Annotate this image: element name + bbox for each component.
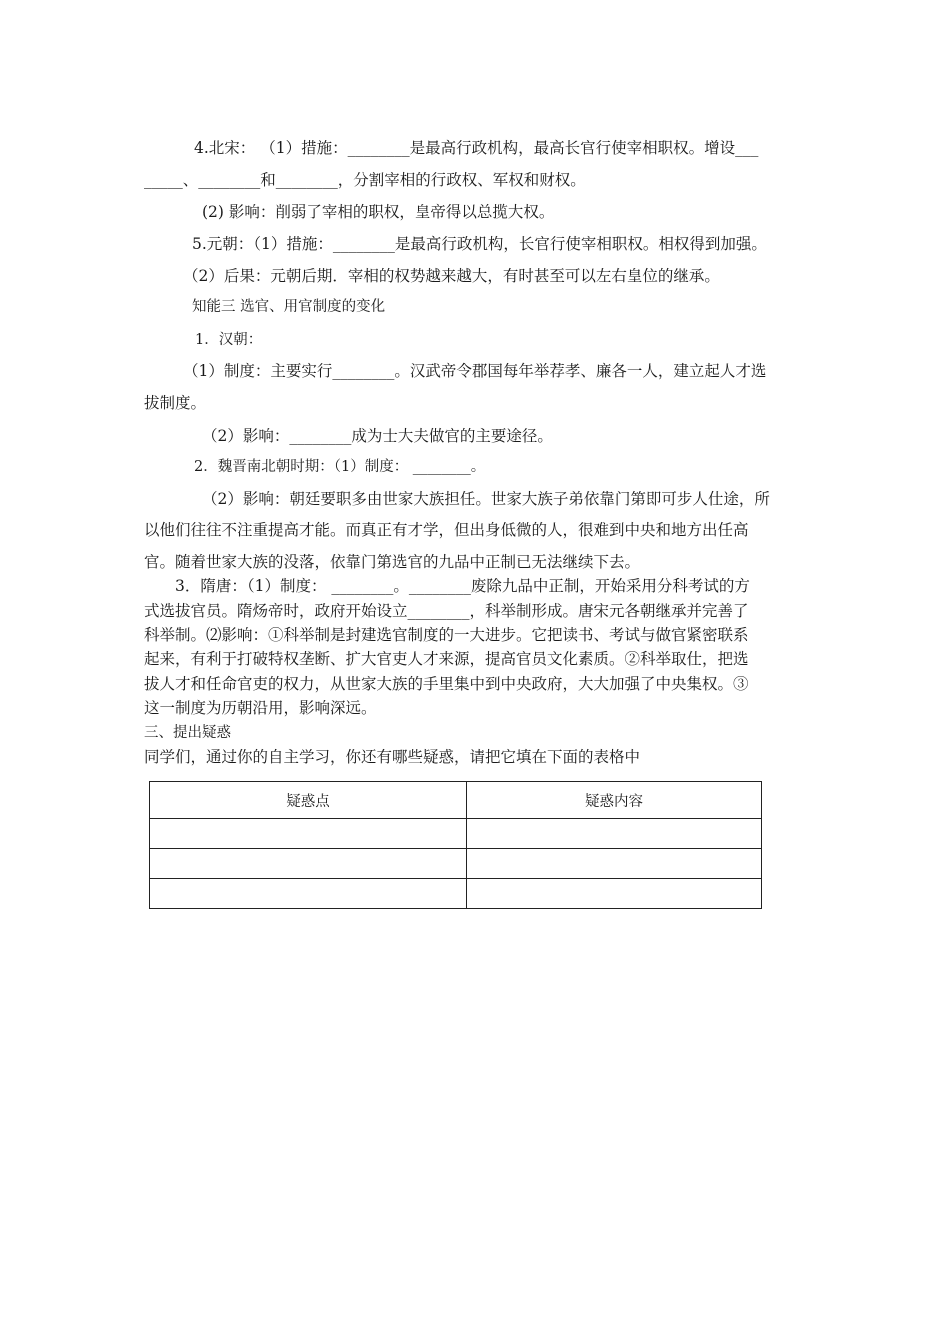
text-line: 同学们，通过你的自主学习，你还有哪些疑惑，请把它填在下面的表格中: [144, 748, 641, 766]
table-cell[interactable]: [150, 849, 467, 879]
text-line: （2）后果：元朝后期．宰相的权势越来越大，有时甚至可以左右皇位的继承。: [183, 267, 720, 285]
text-line: 2．魏晋南北朝时期：（1）制度： ________。: [194, 459, 486, 475]
table-row: [150, 879, 762, 909]
text-line: （2）影响：________成为士大夫做官的主要途径。: [202, 427, 553, 445]
text-line: 拔人才和任命官吏的权力，从世家大族的手里集中到中央政府，大大加强了中央集权。③: [144, 675, 749, 693]
table-header-cell: 疑惑内容: [467, 782, 762, 819]
table-row: [150, 849, 762, 879]
text-line: 这一制度为历朝沿用，影响深远。: [144, 699, 377, 717]
text-line: 起来，有利于打破特权垄断、扩大官吏人才来源，提高官员文化素质。②科举取仕，把选: [144, 650, 749, 668]
table-cell[interactable]: [150, 819, 467, 849]
table-header-cell: 疑惑点: [150, 782, 467, 819]
table-header-row: [150, 782, 762, 819]
table-cell[interactable]: [467, 819, 762, 849]
text-line: _____、________和________，分割宰相的行政权、军权和财权。: [144, 171, 586, 189]
text-line: 式选拔官员。隋炀帝时，政府开始设立________，科举制形成。唐宋元各朝继承并完善了: [144, 602, 749, 620]
text-line: 以他们往往不注重提高才能。而真正有才学，但出身低微的人，很难到中央和地方出任高: [144, 521, 749, 539]
section-heading: 知能三 选官、用官制度的变化: [192, 299, 386, 315]
table-cell[interactable]: [150, 879, 467, 909]
section-heading: 三、提出疑惑: [144, 725, 231, 741]
text-line: （2）影响：朝廷要职多由世家大族担任。世家大族子弟依靠门第即可步人仕途，所: [202, 490, 770, 508]
text-line: 科举制。⑵影响：①科举制是封建选官制度的一大进步。它把读书、考试与做官紧密联系: [144, 626, 749, 644]
text-line: 拔制度。: [144, 394, 207, 412]
doubt-table: [149, 781, 762, 909]
table-cell[interactable]: [467, 879, 762, 909]
table-row: [150, 819, 762, 849]
text-line: 4.北宋： （1）措施：________是最高行政机构，最高长官行使宰相职权。增设___: [194, 139, 759, 157]
table-cell[interactable]: [467, 849, 762, 879]
text-line: 5.元朝：（1）措施：________是最高行政机构，长官行使宰相职权。相权得到加强。: [192, 235, 767, 253]
text-line: 官。随着世家大族的没落，依靠门第选官的九品中正制已无法继续下去。: [144, 553, 641, 571]
text-line: （1）制度：主要实行________。汉武帝令郡国每年举荐孝、廉各一人，建立起人才选: [183, 362, 767, 380]
text-line: 1．汉朝：: [195, 332, 263, 348]
text-line: (2) 影响：削弱了宰相的职权，皇帝得以总揽大权。: [202, 203, 555, 221]
text-line: 3．隋唐：（1）制度： ________。________废除九品中正制，开始采用分科考试的方: [175, 577, 750, 595]
